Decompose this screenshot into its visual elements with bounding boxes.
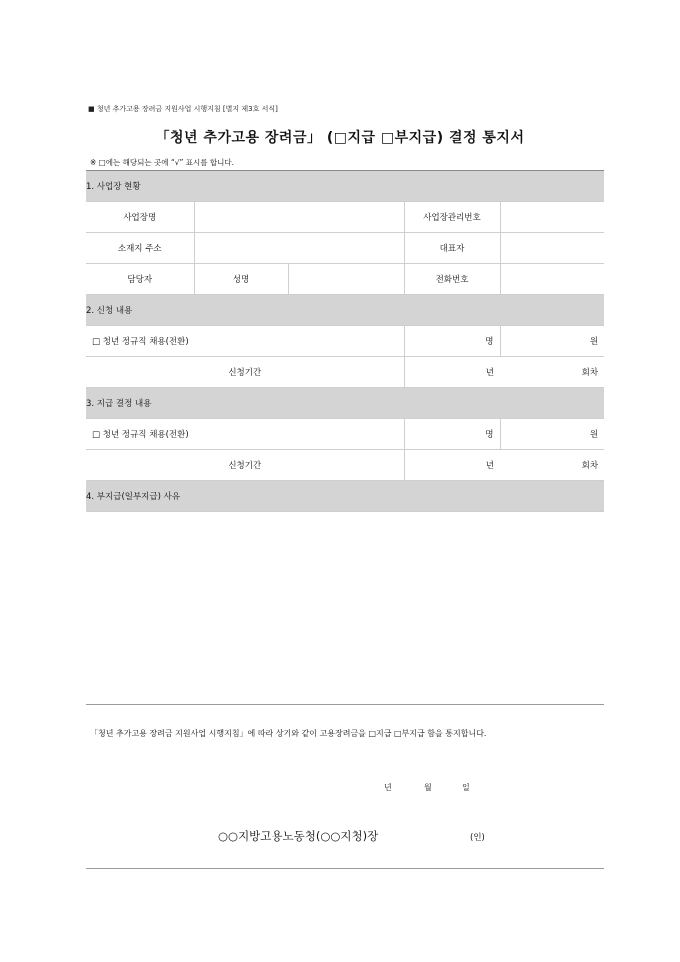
- date-month: 월: [424, 783, 432, 792]
- section-3-header: [86, 388, 604, 419]
- decision-period-row: [86, 450, 604, 481]
- non-payment-reason-field[interactable]: [86, 514, 604, 704]
- section-2-header: [86, 295, 604, 326]
- decision-people-unit[interactable]: 명: [404, 419, 500, 450]
- application-item-row: [86, 326, 604, 357]
- decision-round-unit[interactable]: 회차: [500, 450, 604, 481]
- date-year: 년: [384, 783, 392, 792]
- check-instruction: ※ □에는 해당되는 곳에 “√” 표시를 합니다.: [90, 158, 235, 167]
- issuing-authority: ○○지방고용노동청(○○지청)장: [218, 829, 379, 843]
- form-reference: ■ 청년 추가고용 장려금 지원사업 시행지침 [별지 제3호 서식]: [88, 105, 278, 113]
- application-year-unit[interactable]: 년: [404, 357, 500, 388]
- divider-bottom: [86, 868, 604, 869]
- address-field[interactable]: [194, 233, 404, 264]
- representative-label: 대표자: [404, 233, 500, 264]
- section-4-header: [86, 481, 604, 512]
- business-name-row: [86, 202, 604, 233]
- section-3-title: 3. 지급 결정 내용: [86, 388, 604, 419]
- phone-field[interactable]: [500, 264, 604, 295]
- notice-form-table: [86, 170, 604, 512]
- address-label: 소재지 주소: [86, 233, 194, 264]
- section-1-title: 1. 사업장 현황: [86, 171, 604, 202]
- address-row: [86, 233, 604, 264]
- decision-hire-item[interactable]: □ 청년 정규직 채용(전환): [86, 419, 404, 450]
- decision-year-unit[interactable]: 년: [404, 450, 500, 481]
- representative-field[interactable]: [500, 233, 604, 264]
- application-won-unit[interactable]: 원: [500, 326, 604, 357]
- application-period-label: 신청기간: [86, 357, 404, 388]
- application-round-unit[interactable]: 회차: [500, 357, 604, 388]
- section-1-header: [86, 171, 604, 202]
- seal-mark: (인): [470, 833, 485, 843]
- divider-top: [86, 704, 604, 705]
- business-mgmt-no-field[interactable]: [500, 202, 604, 233]
- manager-label: 담당자: [86, 264, 194, 295]
- application-people-unit[interactable]: 명: [404, 326, 500, 357]
- business-name-field[interactable]: [194, 202, 404, 233]
- page-title: 「청년 추가고용 장려금」 (□지급 □부지급) 결정 통지서: [155, 130, 525, 146]
- notice-statement: 「청년 추가고용 장려금 지원사업 시행지침」에 따라 상기와 같이 고용장려금을 □지급 □부지급 함을 통지합니다.: [90, 729, 487, 738]
- business-name-label: 사업장명: [86, 202, 194, 233]
- section-2-title: 2. 신청 내용: [86, 295, 604, 326]
- decision-item-row: [86, 419, 604, 450]
- name-label: 성명: [194, 264, 288, 295]
- decision-won-unit[interactable]: 원: [500, 419, 604, 450]
- application-hire-item[interactable]: □ 청년 정규직 채용(전환): [86, 326, 404, 357]
- name-field[interactable]: [288, 264, 404, 295]
- date-day: 일: [462, 783, 470, 792]
- manager-row: [86, 264, 604, 295]
- decision-period-label: 신청기간: [86, 450, 404, 481]
- phone-label: 전화번호: [404, 264, 500, 295]
- section-4-title: 4. 부지급(일부지급) 사유: [86, 481, 604, 512]
- application-period-row: [86, 357, 604, 388]
- business-mgmt-no-label: 사업장관리번호: [404, 202, 500, 233]
